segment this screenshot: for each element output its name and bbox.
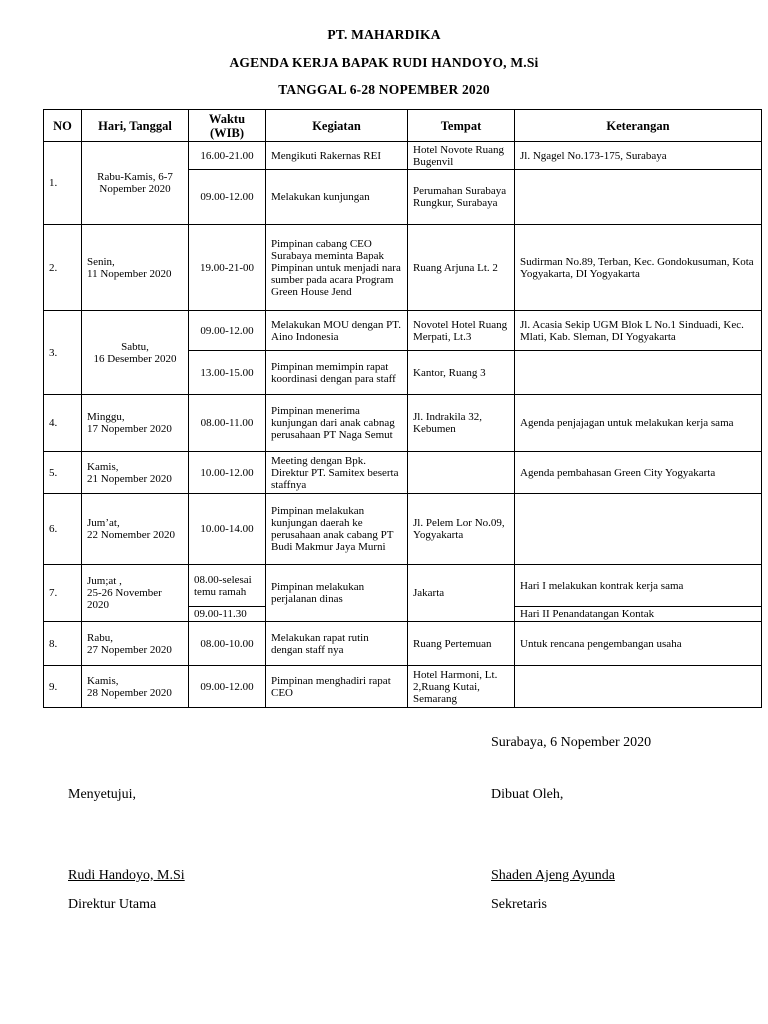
row-no: 5.	[44, 452, 82, 494]
table-header-row	[44, 110, 762, 142]
row-place: Kantor, Ruang 3	[408, 351, 515, 395]
row-notes	[515, 666, 762, 708]
col-header-no: NO	[44, 110, 82, 142]
row-place: Ruang Pertemuan	[408, 622, 515, 666]
row-activity: Pimpinan menerima kunjungan dari anak cabnag perusahaan PT Naga Semut	[266, 395, 408, 452]
row-notes: Hari I melakukan kontrak kerja sama	[515, 565, 762, 607]
row-activity: Pimpinan memimpin rapat koordinasi dengan para staff	[266, 351, 408, 395]
row-day-name: Minggu,	[87, 411, 125, 423]
col-header-notes: Keterangan	[515, 110, 762, 142]
row-time: 09.00-12.00	[189, 666, 266, 708]
row-no: 6.	[44, 494, 82, 565]
row-day-date: 28 Nopember 2020	[87, 686, 172, 699]
row-time: 16.00-21.00	[189, 142, 266, 170]
table-row	[44, 452, 762, 494]
col-header-day: Hari, Tanggal	[82, 110, 189, 142]
row-no: 3.	[44, 311, 82, 395]
row-day	[82, 565, 189, 622]
row-time: 19.00-21-00	[189, 225, 266, 311]
table-row	[44, 494, 762, 565]
row-time: 08.00-selesai temu ramah	[189, 565, 266, 607]
row-activity: Meeting dengan Bpk. Direktur PT. Samitex beserta staffnya	[266, 452, 408, 494]
row-time: 13.00-15.00	[189, 351, 266, 395]
col-header-time-line1: Waktu	[208, 111, 246, 126]
company-name: PT. MAHARDIKA	[327, 27, 441, 42]
row-place: Hotel Harmoni, Lt. 2,Ruang Kutai, Semarang	[408, 666, 515, 708]
row-activity: Melakukan MOU dengan PT. Aino Indonesia	[266, 311, 408, 351]
row-activity: Mengikuti Rakernas REI	[266, 142, 408, 170]
maker-role: Sekretaris	[491, 897, 547, 912]
row-day	[82, 494, 189, 565]
table-row	[44, 565, 762, 607]
table-row	[44, 311, 762, 351]
agenda-table	[43, 109, 762, 708]
row-place	[408, 452, 515, 494]
row-notes: Agenda penjajagan untuk melakukan kerja sama	[515, 395, 762, 452]
row-no: 7.	[44, 565, 82, 622]
row-notes: Agenda pembahasan Green City Yogyakarta	[515, 452, 762, 494]
row-day	[82, 622, 189, 666]
row-day	[82, 225, 189, 311]
row-day	[82, 666, 189, 708]
row-day	[82, 311, 189, 395]
row-notes	[515, 494, 762, 565]
row-notes: Jl. Ngagel No.173-175, Surabaya	[515, 142, 762, 170]
row-no: 8.	[44, 622, 82, 666]
row-day-date: 11 Nopember 2020	[87, 267, 172, 280]
row-day-date: 16 Desember 2020	[93, 352, 177, 365]
row-time: 09.00-12.00	[189, 311, 266, 351]
row-time: 09.00-11.30	[189, 607, 266, 622]
row-notes: Hari II Penandatangan Kontak	[515, 607, 762, 622]
row-day: Rabu-Kamis, 6-7 Nopember 2020	[82, 142, 189, 225]
row-day-name: Kamis,	[87, 674, 119, 687]
place-date: Surabaya, 6 Nopember 2020	[491, 735, 652, 750]
row-activity: Pimpinan cabang CEO Surabaya meminta Bapak Pimpinan untuk menjadi nara sumber pada acara Program Green House Jend	[266, 225, 408, 311]
document-title: AGENDA KERJA BAPAK RUDI HANDOYO, M.Si	[229, 55, 539, 70]
approver-role: Direktur Utama	[68, 897, 157, 912]
row-no: 9.	[44, 666, 82, 708]
table-row	[44, 666, 762, 708]
row-day	[82, 452, 189, 494]
row-day-name: Rabu,	[87, 631, 113, 644]
row-notes: Untuk rencana pengembangan usaha	[515, 622, 762, 666]
row-notes	[515, 170, 762, 225]
row-time: 10.00-14.00	[189, 494, 266, 565]
approved-label: Menyetujui,	[68, 787, 137, 802]
row-day-date: 27 Nopember 2020	[87, 643, 172, 656]
row-time: 08.00-11.00	[189, 395, 266, 452]
table-row	[44, 142, 762, 170]
row-day	[82, 395, 189, 452]
row-day-date: 25-26 November 2020	[87, 587, 162, 611]
row-activity: Pimpinan melakukan kunjungan daerah ke perusahaan anak cabang PT Budi Makmur Jaya Murni	[266, 494, 408, 565]
col-header-time-line2: (WIB)	[209, 125, 245, 140]
maker-name: Shaden Ajeng Ayunda	[491, 868, 615, 883]
row-time: 10.00-12.00	[189, 452, 266, 494]
row-no: 2.	[44, 225, 82, 311]
row-time: 08.00-10.00	[189, 622, 266, 666]
table-row	[44, 622, 762, 666]
row-time: 09.00-12.00	[189, 170, 266, 225]
row-place: Ruang Arjuna Lt. 2	[408, 225, 515, 311]
row-notes: Sudirman No.89, Terban, Kec. Gondokusuman, Kota Yogyakarta, DI Yogyakarta	[515, 225, 762, 311]
made-by-label: Dibuat Oleh,	[491, 787, 564, 802]
row-place: Jakarta	[408, 565, 515, 622]
row-no: 1.	[44, 142, 82, 225]
row-day-date: 22 Nomember 2020	[87, 529, 175, 541]
row-day-date: 21 Nopember 2020	[87, 472, 172, 485]
row-day-name: Senin,	[87, 255, 115, 268]
row-day-date: 17 Nopember 2020	[87, 423, 172, 435]
row-day-name: Kamis,	[87, 460, 119, 473]
row-day-name: Sabtu,	[121, 340, 149, 353]
col-header-place: Tempat	[408, 110, 515, 142]
row-place: Hotel Novote Ruang Bugenvil	[408, 142, 515, 170]
row-activity: Pimpinan menghadiri rapat CEO	[266, 666, 408, 708]
date-range: TANGGAL 6-28 NOPEMBER 2020	[278, 82, 490, 97]
row-notes	[515, 351, 762, 395]
row-place: Novotel Hotel Ruang Merpati, Lt.3	[408, 311, 515, 351]
row-activity: Melakukan rapat rutin dengan staff nya	[266, 622, 408, 666]
col-header-activity: Kegiatan	[266, 110, 408, 142]
row-no: 4.	[44, 395, 82, 452]
row-place: Perumahan Surabaya Rungkur, Surabaya	[408, 170, 515, 225]
row-place: Jl. Indrakila 32, Kebumen	[408, 395, 515, 452]
col-header-time	[189, 110, 266, 142]
table-row	[44, 225, 762, 311]
row-activity: Pimpinan melakukan perjalanan dinas	[266, 565, 408, 622]
row-place: Jl. Pelem Lor No.09, Yogyakarta	[408, 494, 515, 565]
approver-name: Rudi Handoyo, M.Si	[68, 868, 185, 883]
table-row	[44, 395, 762, 452]
row-day-name: Jum;at ,	[87, 575, 122, 587]
row-activity: Melakukan kunjungan	[266, 170, 408, 225]
row-notes: Jl. Acasia Sekip UGM Blok L No.1 Sinduadi, Kec. Mlati, Kab. Sleman, DI Yogyakarta	[515, 311, 762, 351]
row-day-name: Jum’at,	[87, 517, 120, 529]
